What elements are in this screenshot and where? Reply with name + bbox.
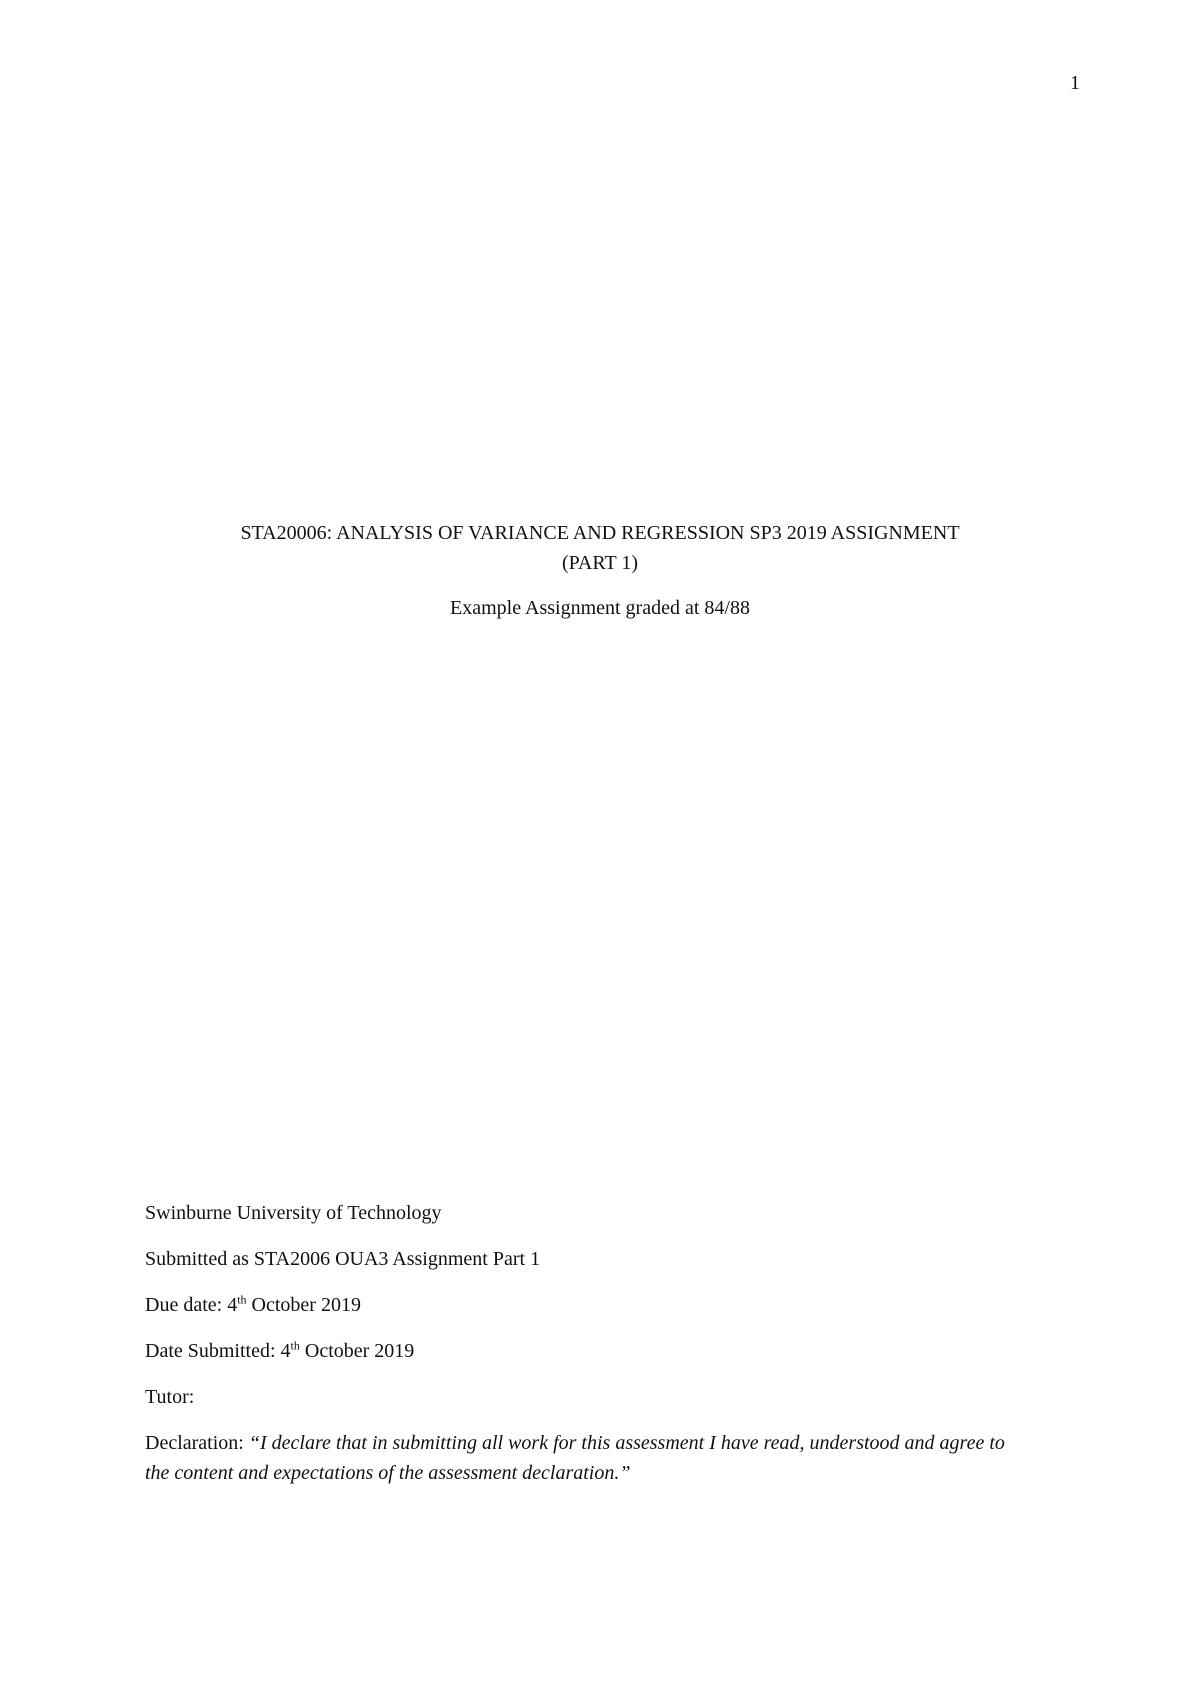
declaration (145, 1428, 1005, 1488)
submitted-as: Submitted as STA2006 OUA3 Assignment Part 1 (145, 1248, 541, 1270)
date-submitted-rest: October 2019 (299, 1340, 415, 1362)
due-date-rest: October 2019 (246, 1294, 361, 1316)
date-submitted (145, 1336, 1045, 1366)
declaration-quote: “I declare that in submitting all work for this assessment I have read, understood and agree to the content and expectations of the assessment declaration.” (145, 1432, 1005, 1484)
declaration-label: Declaration: (145, 1432, 249, 1454)
due-date-label: Due date: 4 (145, 1294, 238, 1316)
university-name: Swinburne University of Technology (145, 1202, 442, 1224)
page-number: 1 (1070, 72, 1080, 94)
document-subtitle: Example Assignment graded at 84/88 (450, 597, 750, 619)
document-title (120, 518, 1080, 578)
due-date-suffix: th (237, 1292, 247, 1307)
title-line-1: STA20006: ANALYSIS OF VARIANCE AND REGRESSION SP3 2019 ASSIGNMENT (240, 522, 960, 544)
tutor-label: Tutor: (145, 1386, 195, 1408)
due-date (145, 1290, 1045, 1320)
date-submitted-label: Date Submitted: 4 (145, 1340, 291, 1362)
date-submitted-suffix: th (290, 1338, 300, 1353)
title-line-2: (PART 1) (561, 552, 639, 574)
submission-details (145, 1198, 1045, 1504)
